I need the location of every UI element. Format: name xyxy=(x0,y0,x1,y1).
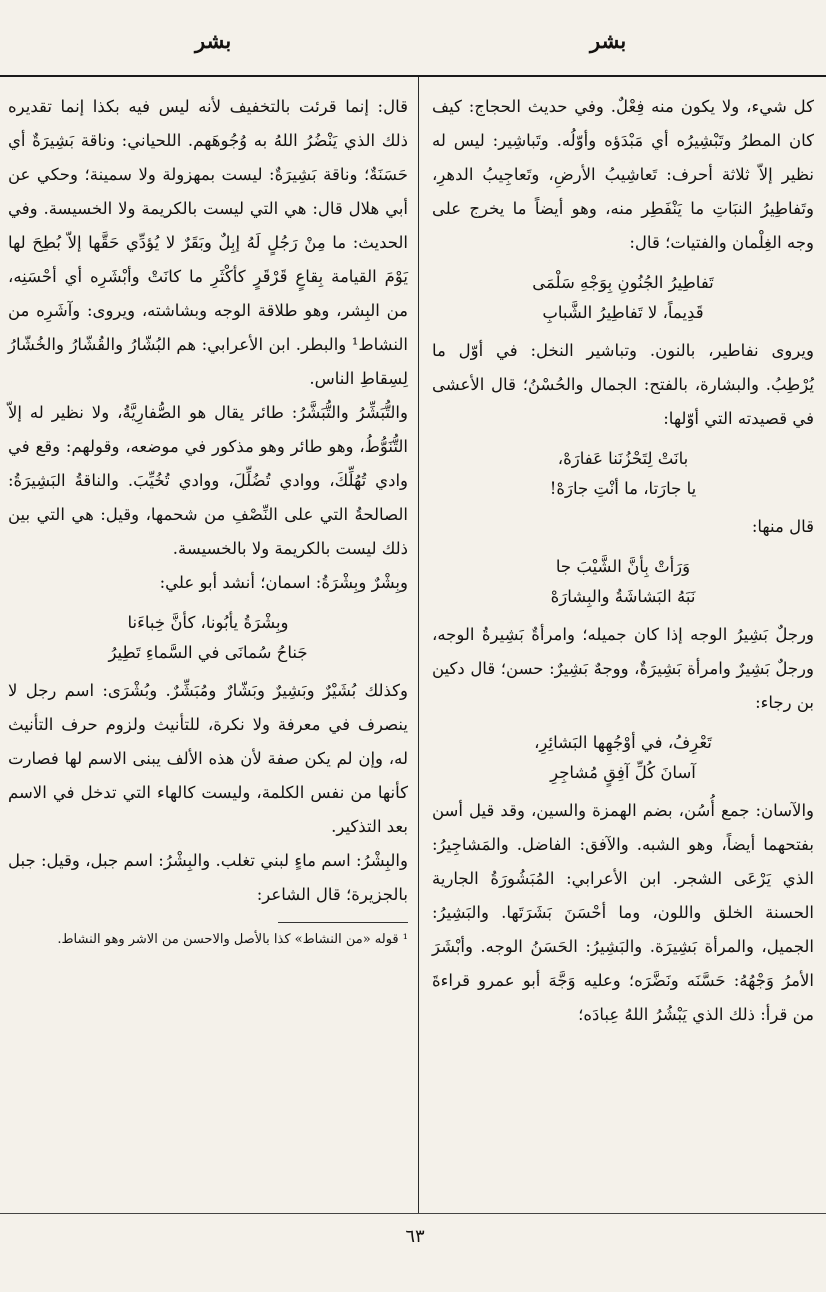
header-rule xyxy=(0,75,826,77)
right-column xyxy=(432,90,814,1032)
paragraph: ويروى نفاطير، بالنون. وتباشير النخل: في أوّل ما يُرْطِبُ. والبشارة، بالفتح: الجمال والحُسْنُ؛ قال الأعشى في قصيدته التي أوّلها: xyxy=(432,341,814,428)
paragraph: والتُّبَشِّرُ والتُّبَشَّرُ: طائر يقال هو الصُّفارِيَّةُ، ولا نظير له إلاّ التُّنَوُّطُ، وهو طائر وهو مذكور في موضعه، وقولهم: وقع في وادي تُهُلِّكَ، ووادي تُضُلِّلَ، ووادي تُخُيِّبَ. والناقةُ البَشِيرَةُ: الصالحةُ التي على النِّصْفِ من شحمها، وقيل: هي التي بين ذلك ليست بالكريمة ولا بالخسيسة. xyxy=(8,403,408,558)
paragraph: ورجلٌ بَشِيرُ الوجه إذا كان جميله؛ وامرأةٌ بَشِيرةُ الوجه، ورجلٌ بَشِيرٌ وامرأة بَشِيرَةٌ، ووجهٌ بَشِيرٌ: حسن؛ قال دكين بن رجاء: xyxy=(432,625,814,712)
headword-right: بشر xyxy=(590,28,627,53)
footnote: ¹ قوله «من النشاط» كذا بالأصل والاحسن من الاشر وهو النشاط. xyxy=(57,932,408,947)
page-number: ٦٣ xyxy=(405,1226,425,1247)
verse-line: يا جارَتا، ما أنْتِ جارَهْ! xyxy=(549,479,697,498)
page-header xyxy=(0,28,826,68)
verse-couplet xyxy=(8,608,408,668)
verse-couplet xyxy=(432,728,814,788)
verse-line: تَفاطِيرُ الجُنُونِ بِوَجْهِ سَلْمَى xyxy=(532,273,714,292)
paragraph: وكذلك بُشَيْرٌ وبَشِيرٌ وبَشّارٌ ومُبَشِّرٌ. وبُشْرَى: اسم رجل لا ينصرف في معرفة ولا نكرة، للتأنيث ولزوم حرف التأنيث له، وإن لم يكن صفة لأن هذه الألف يبنى الاسم لها فصارت كأنها من نفس الكلمة، وليست كالهاء التي تدخل في الاسم بعد التذكير. xyxy=(8,681,408,836)
paragraph: وبِشْرٌ وبِشْرَةُ: اسمان؛ أنشد أبو علي: xyxy=(159,573,408,592)
verse-line: بانَتْ لِتَحْزُنَنا عَفارَهْ، xyxy=(557,449,689,468)
verse-couplet xyxy=(432,268,814,328)
column-divider xyxy=(418,77,419,1213)
paragraph: كل شيء، ولا يكون منه فِعْلٌ. وفي حديث الحجاج: كيف كان المطرُ وتَبْشِيرُه أي مَبْدَؤه وأوّلُه. وتَباشِير: ليس له نظير إلاّ ثلاثة أحرف: تَعاشِيبُ الأرضِ، وتَعاجِيبُ الدهرِ، وتَفاطِيرُ النبَاتِ ما يَنْفَطِر منه، وهو أيضاً ما يخرج على وجه الغِلْمان والفتيات؛ قال: xyxy=(432,97,814,252)
verse-line: آسانَ كُلِّ آفِقٍ مُشاجِرِ xyxy=(550,763,696,782)
verse-couplet xyxy=(432,444,814,504)
footer-rule xyxy=(0,1213,826,1214)
left-column xyxy=(8,90,408,951)
footnote-rule xyxy=(278,922,408,923)
verse-line: تَعْرِفُ، في أوْجُهِها البَشائِرِ، xyxy=(534,733,712,752)
paragraph: والبِشْرُ: اسم ماءٍ لبني تغلب. والبِشْرُ: اسم جبل، وقيل: جبل بالجزيرة؛ قال الشاعر: xyxy=(8,851,408,904)
verse-line: وبِشْرَةُ يأبُونا، كأنَّ خِباءَنا xyxy=(127,613,289,632)
verse-line: وَرَأتْ بِأنَّ الشَّيْبَ جا xyxy=(555,557,691,576)
paragraph: قال منها: xyxy=(751,517,814,536)
headword-left: بشر xyxy=(195,28,232,53)
verse-line: نَبَهُ البَشاشَةُ والبِشارَهْ xyxy=(550,587,696,606)
verse-couplet xyxy=(432,552,814,612)
verse-line: جَناحُ سُمانَى في السَّماءِ تَطِيرُ xyxy=(108,643,308,662)
verse-line: قَدِيماً، لا تَفاطِيرُ الشَّبابِ xyxy=(542,303,704,322)
paragraph: قال: إنما قرئت بالتخفيف لأنه ليس فيه بكذا إنما تقديره ذلك الذي يَنْضُرُ اللهُ به وُجُوهَهم. اللحياني: وناقة بَشِيرَةٌ أي حَسَنَةٌ؛ وناقة بَشِيرَةٌ: ليست بمهزولة ولا سمينة؛ وحكي عن أبي هلال قال: هي التي ليست بالكريمة ولا الخسيسة. وفي الحديث: ما مِنْ رَجُلٍ لَهُ إبِلٌ وبَقَرٌ لا يُؤدِّي حَقَّها إلاّ بُطِحَ لها يَوْمَ القيامة بِقاعٍ قَرْقَرٍ كأكْثَرِ ما كانَتْ وأبْشَرِه أي أحْسَنِه، من البِشر، وهو طلاقة الوجه وبشاشته، ويروى: وآشَرِه من النشاط¹ والبطر. ابن الأعرابي: هم البُشّارُ والقُشّارُ والخُشّارُ لِسِقاطِ الناس. xyxy=(8,97,409,388)
paragraph: والآسان: جمع أُسُن، بضم الهمزة والسين، وقد قيل أسن بفتحهما أيضاً، وهو الشبه. والآفق: الفاضل. والمَشاجِيرُ: الذي يَرْعَى الشجر. ابن الأعرابي: المُبَشُورَةُ الجارية الحسنة الخلق واللون، وما أحْسَنَ بَشَرَتَها. والبَشِيرُ: الجميل، والمرأة بَشِيرَة. والبَشِيرُ: الحَسَنُ الوجه. وأبْشَرَ الأمرُ وَجْهُهُ: حَسَّنَه ونَضَّرَه؛ وعليه وَجَّهَ أبو عمرو قراءةَ من قرأ: ذلك الذي يَبْشُرُ اللهُ عِبادَه؛ xyxy=(432,801,814,1024)
